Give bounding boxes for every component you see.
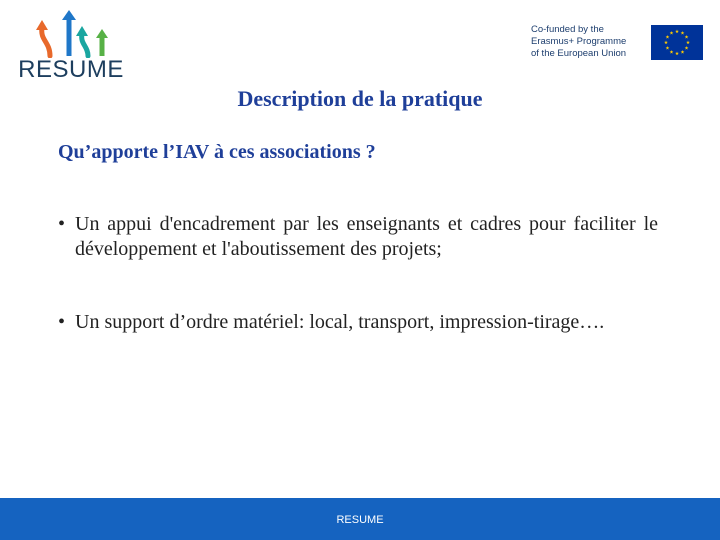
footer-bar bbox=[0, 498, 720, 540]
bullet-item bbox=[58, 212, 658, 262]
bullet-item bbox=[58, 310, 658, 335]
bullet-text: Un appui d'encadrement par les enseignants et cadres pour faciliter le développement et l'aboutissement des projets; bbox=[75, 213, 658, 260]
arrows-logo-icon bbox=[36, 8, 110, 58]
footer-label: RESUME bbox=[336, 514, 384, 526]
eu-flag-icon bbox=[651, 25, 703, 60]
resume-logo bbox=[18, 8, 128, 83]
eu-funding-line: Erasmus+ Programme bbox=[531, 36, 627, 47]
bullet-text: Un support d’ordre matériel: local, transport, impression-tirage…. bbox=[75, 311, 605, 333]
bullet-icon: • bbox=[58, 213, 66, 235]
eu-funding-line: of the European Union bbox=[531, 48, 627, 59]
slide-subtitle: Qu’apporte l’IAV à ces associations ? bbox=[58, 141, 376, 163]
eu-funding-line: Co-funded by the bbox=[531, 24, 604, 35]
eu-funding-text bbox=[531, 24, 649, 60]
slide-title: Description de la pratique bbox=[237, 86, 483, 111]
logo-text: RESUME bbox=[18, 56, 124, 83]
bullet-icon: • bbox=[58, 311, 66, 333]
